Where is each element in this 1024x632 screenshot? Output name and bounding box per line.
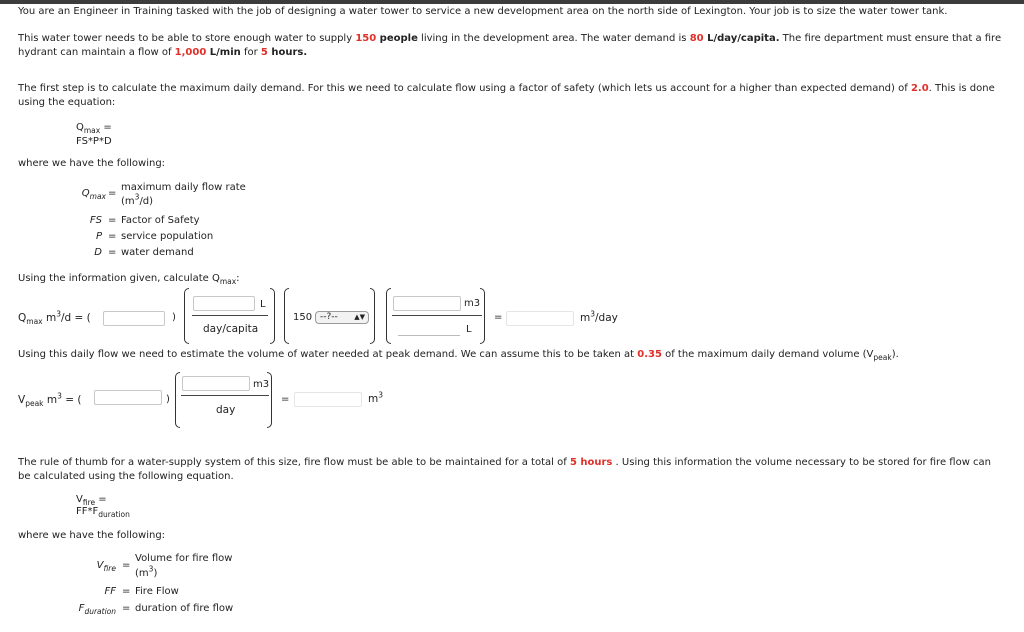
where2-desc-ff: Fire Flow	[135, 586, 179, 597]
frac1-denominator: day/capita	[203, 323, 259, 335]
where1-sym-d: D	[94, 247, 102, 258]
pop-bracket-right	[370, 288, 375, 344]
calc2-equals: =	[281, 394, 290, 405]
frac2-den-field-underline	[398, 335, 460, 336]
res-unit-b: /day	[595, 312, 618, 324]
peak-text-b: of the maximum daily demand volume (V	[661, 349, 874, 360]
where2-eq-0: =	[122, 560, 131, 571]
peak-flow-input[interactable]	[182, 376, 250, 391]
req-text-d: The fire department must ensure that a fire hydrant can maintain a flow of	[18, 33, 1002, 58]
eq2-lhs: V	[76, 494, 83, 505]
eq1-equals: =	[100, 122, 112, 133]
sym-q-sub: max	[89, 192, 106, 201]
calc2-denominator: day	[216, 404, 236, 416]
res-unit-sup: 3	[590, 309, 596, 319]
frac2-line	[392, 315, 482, 316]
calc2-unit-b: = (	[61, 394, 82, 406]
conversion-input[interactable]	[393, 296, 461, 311]
calc2-result-unit	[368, 390, 384, 405]
unit-a: (m	[121, 196, 135, 207]
calc1-equals: =	[494, 312, 503, 323]
calc2-lhs	[18, 391, 82, 409]
where2-sym-vfire	[66, 560, 116, 571]
prompt-text: Using the information given, calculate Q	[18, 273, 220, 284]
where-label-2: where we have the following:	[18, 530, 166, 541]
c2-res-unit-sup: 3	[378, 390, 384, 400]
calc1-q-sub: max	[26, 317, 43, 327]
where2-sym-fduration	[66, 603, 116, 614]
sym-f-sub: duration	[84, 607, 116, 616]
calc2-unit-sup: 3	[57, 391, 62, 401]
rule-text-b: . Using this information the volume necessary to be stored for fire flow can be calculated using the following equation.	[18, 457, 992, 482]
demand-value: 80	[689, 33, 704, 44]
calc1-q: Q	[18, 312, 27, 324]
intro-paragraph-requirements	[18, 32, 1003, 60]
frac1-num-unit: L	[260, 299, 266, 310]
eq2-rhs-sub: duration	[98, 510, 130, 519]
where1-eq-2: =	[108, 231, 117, 242]
peak-factor: 0.35	[637, 349, 662, 360]
top-toolbar-strip	[0, 0, 1024, 4]
where1-eq-0: =	[108, 188, 117, 199]
intro-paragraph-first-step	[18, 82, 1003, 110]
prompt-colon: :	[236, 273, 240, 284]
task-text: You are an Engineer in Training tasked with the job of designing a water tower to service a new development area on the north side of Lexington. Your job is to size the water tower tank.	[18, 6, 948, 17]
calc2-frac-line	[181, 395, 269, 396]
c2-res-unit-a: m	[368, 393, 379, 405]
calc1-unit-b: /d = (	[60, 312, 91, 324]
w2-unit-a: (m	[135, 568, 149, 579]
calc2-num-unit: m3	[253, 379, 270, 390]
peak-text-a: Using this daily flow we need to estimate the volume of water needed at peak demand. We can assume this to be taken at	[18, 349, 638, 360]
sym-v-sub: fire	[103, 564, 116, 573]
peak-paragraph	[18, 349, 899, 360]
demand-unit: L/day/capita.	[703, 33, 780, 44]
fire-flow-unit: L/min	[206, 47, 241, 58]
select-value: --?--	[320, 312, 338, 322]
rule-hours: 5 hours	[569, 457, 613, 468]
where1-unit-qmax	[121, 192, 154, 207]
sym-v: V	[96, 560, 104, 571]
where1-desc-qmax: maximum daily flow rate	[121, 182, 246, 193]
where1-eq-3: =	[108, 247, 117, 258]
where2-eq-1: =	[122, 586, 131, 597]
w2-unit-sup: 3	[148, 564, 154, 574]
eq1-lhs-sub: max	[83, 126, 101, 135]
frac2-bracket-left	[386, 288, 391, 344]
fs-value: 2.0	[910, 83, 929, 94]
qmax-result-input[interactable]	[506, 311, 574, 326]
req-text-a: This water tower needs to be able to store enough water to supply	[18, 33, 356, 44]
rule-text-a: The rule of thumb for a water-supply system of this size, fire flow must be able to be maintained for a total of	[18, 457, 570, 468]
req-text-c: living in the development area. The water demand is	[417, 33, 690, 44]
sym-q: Q	[81, 188, 90, 199]
where2-sym-ff: FF	[104, 586, 116, 597]
calc1-unit-sup: 3	[56, 309, 61, 319]
where2-desc-fduration: duration of fire flow	[135, 603, 234, 614]
calc2-bracket-left	[175, 372, 180, 428]
calc1-unit-a: m	[42, 312, 57, 324]
chevron-updown-icon: ▲▼	[354, 313, 365, 321]
equation-qmax	[76, 122, 112, 133]
intro-paragraph-task	[18, 5, 1003, 19]
peak-factor-input[interactable]	[94, 390, 162, 405]
where2-desc-vfire: Volume for fire flow	[135, 553, 233, 564]
eq2-rhs: FF*F	[76, 506, 99, 517]
where1-sym-fs: FS	[89, 215, 102, 226]
demand-input[interactable]	[193, 296, 255, 311]
eq2-lhs-sub: fire	[82, 498, 96, 507]
population-value: 150	[293, 312, 313, 323]
req-text-e: for	[240, 47, 261, 58]
equation-qmax-rhs: FS*P*D	[76, 136, 112, 147]
calc2-close-paren: )	[166, 394, 170, 405]
calc1-lhs	[18, 309, 91, 327]
frac1-bracket-right	[270, 288, 275, 344]
calc1-prompt	[18, 273, 240, 284]
peak-sub: peak	[873, 353, 892, 362]
fire-flow-value: 1,000	[174, 47, 207, 58]
calc2-v: V	[18, 394, 26, 406]
unit-b: /d)	[139, 196, 154, 207]
frac2-num-unit: m3	[464, 298, 481, 309]
where2-unit-vfire	[135, 564, 158, 579]
frac1-line	[192, 315, 268, 316]
calc2-bracket-right	[267, 372, 272, 428]
where1-sym-p: P	[95, 231, 102, 242]
where1-desc-p: service population	[121, 231, 214, 242]
first-step-text-a: The first step is to calculate the maximum daily demand. For this we need to calculate flow using a factor of safety (which lets us account for a higher than expected demand) of	[18, 83, 911, 94]
vpeak-result-input[interactable]	[294, 392, 362, 407]
fire-hours-value: 5	[260, 47, 268, 58]
people-label: people	[376, 33, 418, 44]
frac2-bracket-right	[480, 288, 485, 344]
eq1-lhs: Q	[76, 122, 84, 133]
where2-eq-2: =	[122, 603, 131, 614]
calc2-unit-a: m	[43, 394, 58, 406]
rule-paragraph	[18, 456, 1003, 484]
prompt-sub: max	[219, 277, 237, 286]
where1-desc-fs: Factor of Safety	[121, 215, 200, 226]
equation-vfire	[76, 494, 107, 505]
peak-text-c: ).	[891, 349, 899, 360]
where-label-1: where we have the following:	[18, 158, 166, 169]
people-count-value: 150	[355, 33, 377, 44]
res-unit-a: m	[580, 312, 591, 324]
where1-eq-1: =	[108, 215, 117, 226]
frac1-bracket-left	[184, 288, 189, 344]
calc1-close-paren: )	[172, 312, 176, 323]
where1-sym-qmax	[66, 188, 106, 199]
fire-hours-unit: hours.	[267, 47, 308, 58]
fs-input[interactable]	[103, 311, 165, 326]
frac2-den-unit: L	[466, 324, 472, 335]
eq2-equals: =	[95, 494, 107, 505]
where1-desc-d: water demand	[121, 247, 194, 258]
equation-vfire-rhs	[76, 506, 130, 517]
w2-unit-b: )	[153, 568, 158, 579]
pop-bracket-left	[284, 288, 289, 344]
calc1-result-unit	[580, 309, 618, 324]
unit-sup: 3	[134, 192, 140, 202]
sym-f: F	[78, 603, 85, 614]
population-unit-select[interactable]	[315, 311, 369, 324]
first-step-text-b: . This is done using the equation:	[18, 83, 995, 108]
calc2-v-sub: peak	[25, 399, 44, 409]
